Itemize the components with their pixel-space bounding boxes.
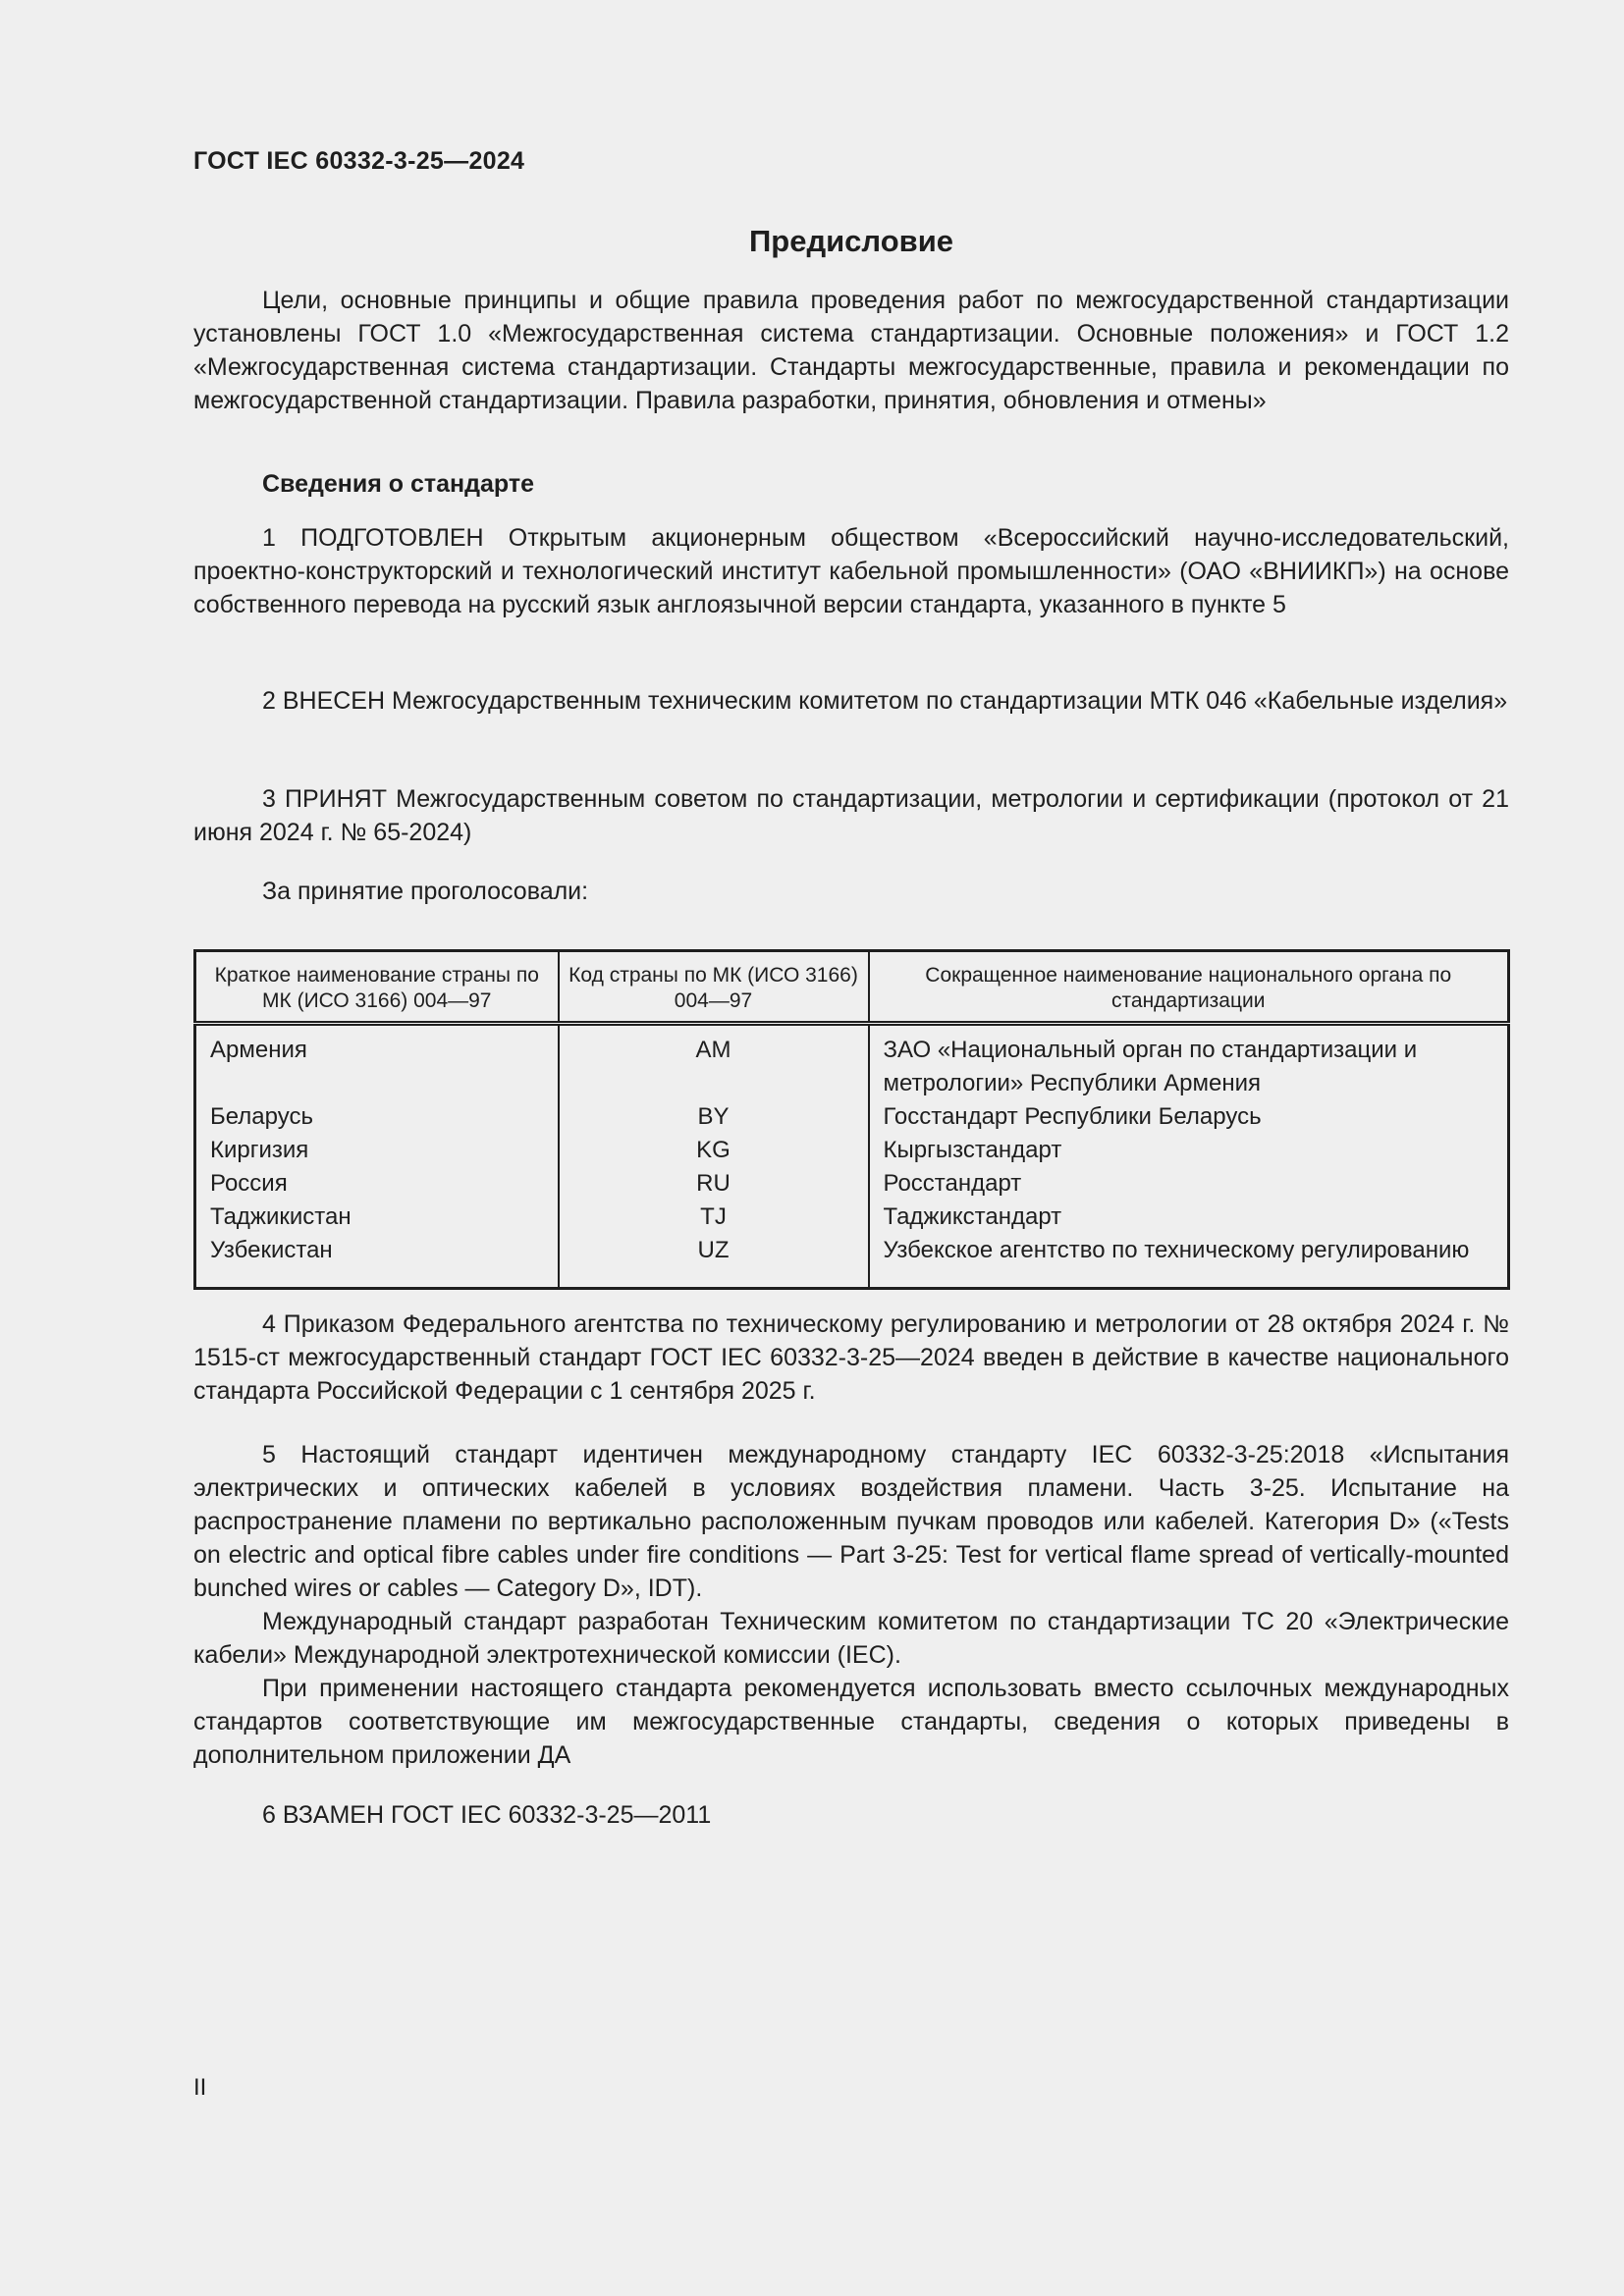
- table-row: Россия RU Росстандарт: [195, 1167, 1509, 1201]
- header-country: Краткое наименование страны по МК (ИСО 3166) 004—97: [195, 951, 559, 1024]
- item-2: 2 ВНЕСЕН Межгосударственным техническим комитетом по стандартизации МТК 046 «Кабельные изделия»: [262, 687, 1508, 715]
- item-5-usage-note: При применении настоящего стандарта рекомендуется использовать вместо ссылочных международных стандартов соответствующие им межгосударственные стандарты, сведения о которых приведены в дополнительном приложении ДА: [193, 1675, 1509, 1769]
- table-row: Армения AM ЗАО «Национальный орган по стандартизации и метрологии» Республики Армения: [195, 1024, 1509, 1101]
- header-body: Сокращенное наименование национального органа по стандартизации: [869, 951, 1509, 1024]
- item-5: [193, 1438, 1509, 1772]
- table-row: Узбекистан UZ Узбекское агентство по техническому регулированию: [195, 1234, 1509, 1289]
- table-header-row: [195, 951, 1509, 1024]
- table-row: Киргизия KG Кыргызстандарт: [195, 1134, 1509, 1167]
- section-title: Предисловие: [748, 224, 953, 258]
- member-states-table: [193, 949, 1510, 1290]
- table-row: Беларусь BY Госстандарт Республики Беларусь: [195, 1100, 1509, 1134]
- item-4: 4 Приказом Федерального агентства по техническому регулированию и метрологии от 28 октября 2024 г. № 1515-ст межгосударственный стандарт ГОСТ IEC 60332-3-25—2024 введен в действие в качестве национального стандарта Российской Федерации с 1 сентября 2025 г.: [193, 1310, 1509, 1405]
- header-code: Код страны по МК (ИСО 3166) 004—97: [559, 951, 869, 1024]
- intro-paragraph: Цели, основные принципы и общие правила проведения работ по межгосударственной стандартизации установлены ГОСТ 1.0 «Межгосударственная система стандартизации. Основные положения» и ГОСТ 1.2 «Межгосударственная система стандартизации. Стандарты межгосударственные, правила и рекомендации по межгосударственной стандартизации. Правила разработки, принятия, обновления и отмены»: [193, 287, 1509, 414]
- item-3: 3 ПРИНЯТ Межгосударственным советом по стандартизации, метрологии и сертификации (протокол от 21 июня 2024 г. № 65-2024): [193, 785, 1509, 846]
- subheading: Сведения о стандарте: [262, 470, 535, 498]
- table-row: Таджикистан TJ Таджикстандарт: [195, 1201, 1509, 1234]
- document-code: ГОСТ IEC 60332-3-25—2024: [193, 147, 525, 175]
- page-number: II: [193, 2074, 207, 2101]
- item-1: 1 ПОДГОТОВЛЕН Открытым акционерным обществом «Всероссийский научно-исследовательский, проектно-конструкторский и технологический институт кабельной промышленности» (ОАО «ВНИИКП») на основе собственного перевода на русский язык англоязычной версии стандарта, указанного в пункте 5: [193, 524, 1509, 618]
- item-5-committee: Международный стандарт разработан Техническим комитетом по стандартизации TC 20 «Электрические кабели» Международной электротехнической комиссии (IEC).: [193, 1608, 1509, 1669]
- item-5-main: 5 Настоящий стандарт идентичен международному стандарту IEC 60332-3-25:2018 «Испытания электрических и оптических кабелей в условиях воздействия пламени. Часть 3-25. Испытание на распространение пламени по вертикально расположенным пучкам проводов или кабелей. Категория D» («Tests on electric and optical fibre cables under fire conditions — Part 3-25: Test for vertical flame spread of vertically-mounted bunched wires or cables — Category D», IDT).: [193, 1441, 1509, 1602]
- voted-label: За принятие проголосовали:: [262, 878, 589, 905]
- item-6: 6 ВЗАМЕН ГОСТ IEC 60332-3-25—2011: [262, 1801, 712, 1829]
